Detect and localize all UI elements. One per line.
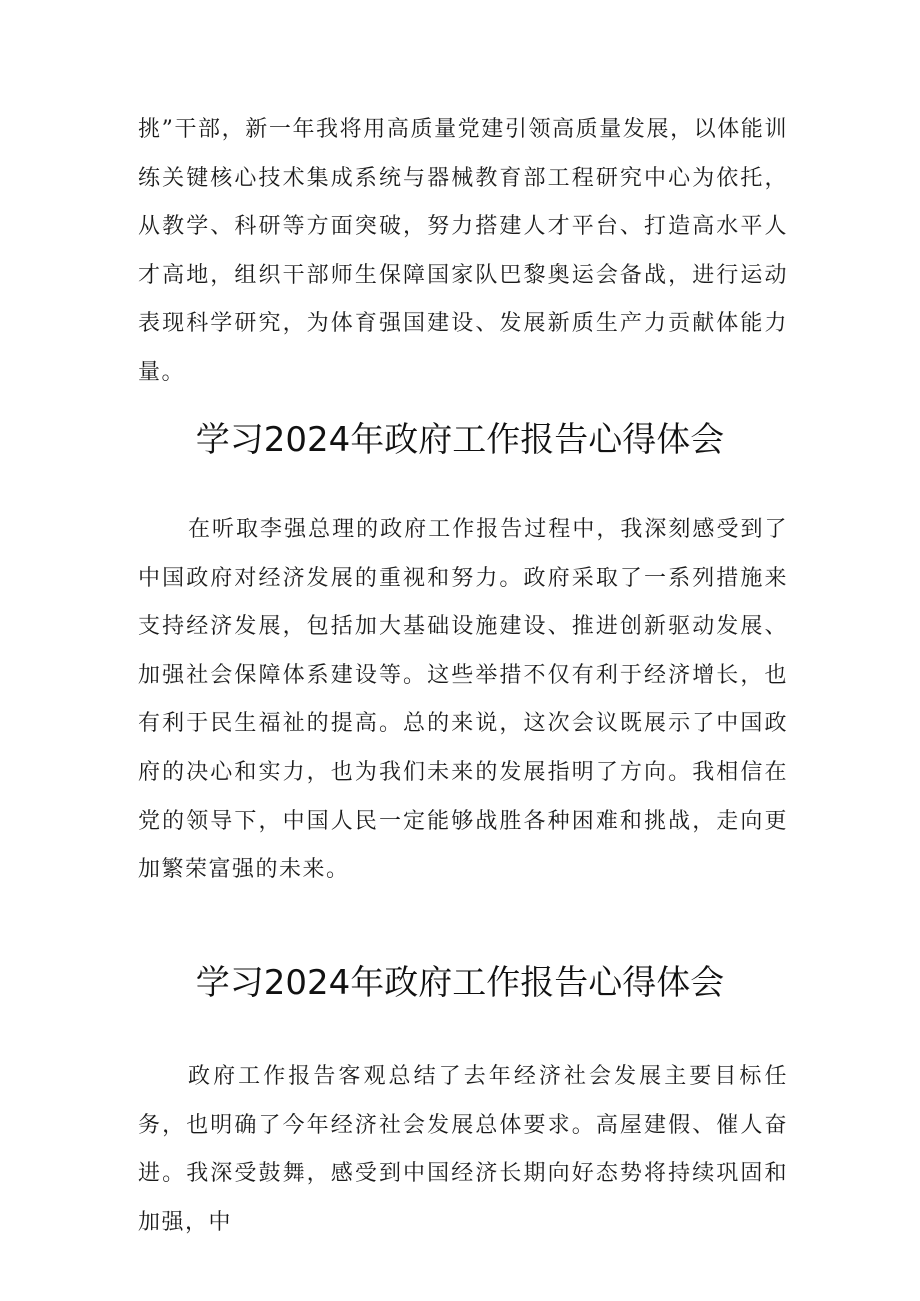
body-paragraph: 政府工作报告客观总结了去年经济社会发展主要目标任务，也明确了今年经济社会发展总体要求。高屋建假、催人奋进。我深受鼓舞，感受到中国经济长期向好态势将持续巩固和加强，中 (138, 1064, 788, 1235)
section-heading: 学习2024年政府工作报告心得体会 (195, 963, 725, 1003)
section-heading: 学习2024年政府工作报告心得体会 (195, 420, 725, 460)
body-paragraph: 在听取李强总理的政府工作报告过程中，我深刻感受到了中国政府对经济发展的重视和努力。政府采取了一系列措施来支持经济发展，包括加大基础设施建设、推进创新驱动发展、加强社会保障体系建设等。这些举措不仅有利于经济增长，也有利于民生福祉的提高。总的来说，这次会议既展示了中国政府的决心和实力，也为我们未来的发展指明了方向。我相信在党的领导下，中国人民一定能够战胜各种困难和挑战，走向更加繁荣富强的未来。 (138, 517, 788, 883)
body-paragraph-continued: 挑”干部，新一年我将用高质量党建引领高质量发展，以体能训练关键核心技术集成系统与器械教育部工程研究中心为依托，从教学、科研等方面突破，努力搭建人才平台、打造高水平人才高地，组织干部师生保障国家队巴黎奥运会备战，进行运动表现科学研究，为体育强国建设、发展新质生产力贡献体能力量。 (138, 117, 788, 385)
